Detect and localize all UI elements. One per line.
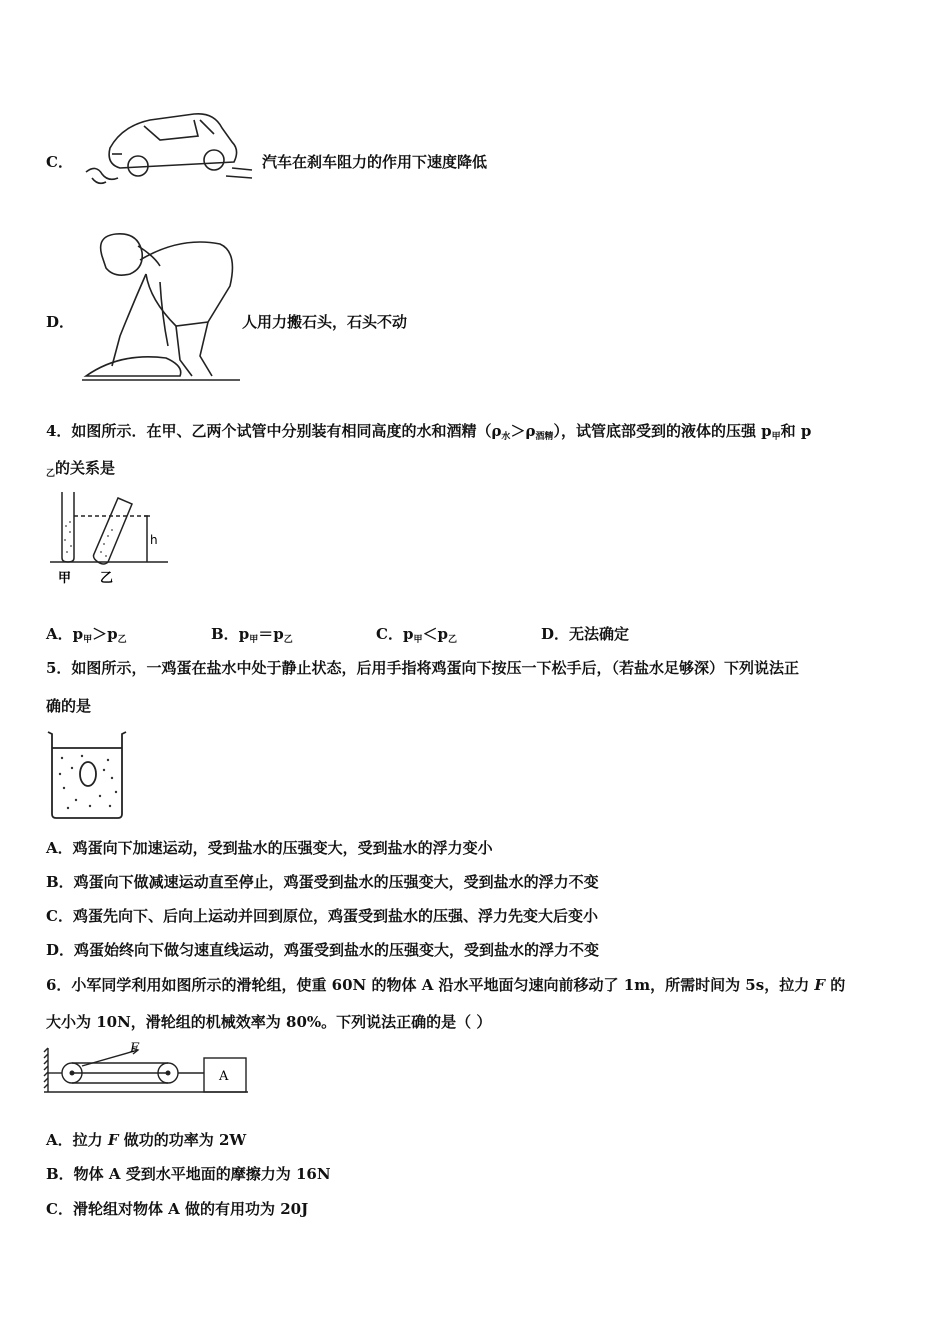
- fig-label-h: h: [150, 533, 158, 547]
- q6-stem-part-a: 6．小军同学利用如图所示的滑轮组，使重 60N 的物体 A 沿水平地面匀速向前移动了 1m，所需时间为 5s，拉力: [46, 976, 815, 994]
- q4-sub-yi-line2: 乙: [46, 469, 56, 479]
- q4-option-c-p: p: [402, 625, 414, 643]
- q4-sub-jia: 甲: [771, 432, 781, 442]
- fig-label-a: A: [219, 1069, 229, 1084]
- q6-option-a: [46, 1130, 246, 1150]
- fig-label-yi: 乙: [100, 571, 114, 586]
- fig-label-f: F: [130, 1041, 140, 1056]
- q6-option-a-part2: 做功的功率为 2W: [118, 1131, 247, 1149]
- q4-option-d: [541, 624, 629, 644]
- q4-option-b-rel: ＝p: [258, 625, 284, 643]
- q4-option-d-text: 无法确定: [569, 625, 630, 643]
- q6-option-a-var: F: [107, 1131, 119, 1149]
- q3-option-d-letter: D．: [46, 313, 75, 331]
- q5-stem-line2: 确的是: [46, 697, 92, 715]
- q4-option-b-sub1: 甲: [249, 635, 259, 645]
- q4-option-c-sub2: 乙: [447, 635, 457, 645]
- q4-option-a: [46, 624, 127, 647]
- q4-stem-part-d: 的关系是: [55, 459, 116, 477]
- q4-option-a-sub1: 甲: [83, 635, 93, 645]
- q4-option-a-sub2: 乙: [117, 635, 127, 645]
- q6-option-a-part1: A．拉力: [46, 1131, 108, 1149]
- q6-option-c: C．滑轮组对物体 A 做的有用功为 20J: [46, 1200, 309, 1218]
- q5-option-c: C．鸡蛋先向下、后向上运动并回到原位，鸡蛋受到盐水的压强、浮力先变大后变小: [46, 907, 598, 925]
- q6-stem-part-b: 的: [825, 976, 846, 994]
- q4-gt: ＞ρ: [510, 422, 536, 440]
- q4-option-c-sub1: 甲: [413, 635, 423, 645]
- q4-option-b: [211, 624, 293, 647]
- beaker-egg-diagram: [46, 728, 128, 820]
- q4-option-a-p: p: [72, 625, 84, 643]
- q6-stem-line2: 大小为 10N，滑轮组的机械效率为 80%。下列说法正确的是（ ）: [46, 1013, 492, 1031]
- q4-stem-part-a: 4．如图所示．在甲、乙两个试管中分别装有相同高度的水和酒精（ρ: [46, 422, 502, 440]
- q6-var-f: F: [814, 976, 826, 994]
- q4-option-b-letter: B．: [211, 625, 239, 643]
- pulley-system-diagram: [42, 1038, 252, 1098]
- q4-option-c-letter: C．: [376, 625, 403, 643]
- q4-stem-line1: [46, 421, 811, 444]
- q5-option-d: D．鸡蛋始终向下做匀速直线运动，鸡蛋受到盐水的压强变大，受到盐水的浮力不变: [46, 941, 600, 959]
- q4-option-b-sub2: 乙: [283, 635, 293, 645]
- q3-option-c-text: 汽车在刹车阻力的作用下速度降低: [262, 153, 488, 171]
- q4-option-a-letter: A．: [46, 625, 73, 643]
- q5-stem-line1: 5．如图所示，一鸡蛋在盐水中处于静止状态，后用手指将鸡蛋向下按压一下松手后，（若盐水足够深）下列说法正: [46, 659, 799, 677]
- q4-option-a-rel: ＞p: [92, 625, 118, 643]
- q4-stem-part-c: 和 p: [780, 422, 812, 440]
- q6-option-b: B．物体 A 受到水平地面的摩擦力为 16N: [46, 1165, 331, 1183]
- test-tubes-diagram: [46, 486, 176, 586]
- q3-option-c-letter: C．: [46, 153, 73, 171]
- q6-stem-line1: [46, 975, 845, 995]
- car-braking-image: [82, 98, 254, 190]
- q4-option-c-rel: ＜p: [422, 625, 448, 643]
- q4-option-d-letter: D．: [541, 625, 570, 643]
- fig-label-jia: 甲: [58, 571, 72, 586]
- q4-option-c: [376, 624, 457, 647]
- q4-option-b-p: p: [238, 625, 250, 643]
- q4-stem-line2: [46, 458, 115, 481]
- q3-option-d-text: 人用力搬石头，石头不动: [242, 313, 408, 331]
- q5-option-a: A．鸡蛋向下加速运动，受到盐水的压强变大，受到盐水的浮力变小: [46, 839, 493, 857]
- q4-sub-alcohol: 酒精: [535, 432, 554, 442]
- q5-option-b: B．鸡蛋向下做减速运动直至停止，鸡蛋受到盐水的压强变大，受到盐水的浮力不变: [46, 873, 599, 891]
- person-lifting-stone-image: [80, 226, 240, 384]
- q4-stem-part-b: ），试管底部受到的液体的压强 p: [553, 422, 772, 440]
- q4-sub-water: 水: [501, 432, 511, 442]
